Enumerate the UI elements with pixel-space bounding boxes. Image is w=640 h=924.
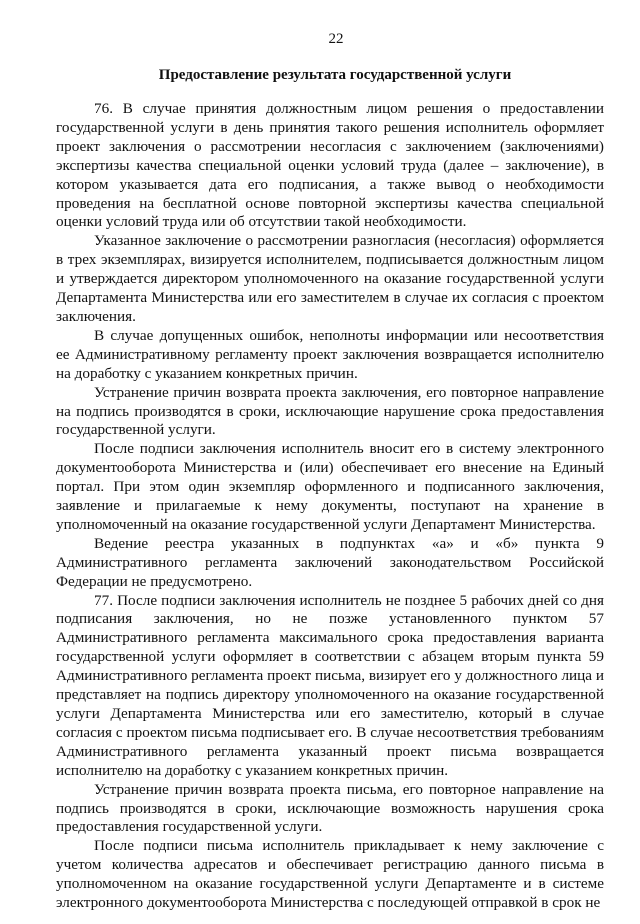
document-body (56, 100, 604, 913)
document-page (56, 30, 604, 913)
paragraph: Ведение реестра указанных в подпунктах «а» и «б» пункта 9 Административного регламента заключений законодательством Российской Федерации не предусмотрено. (56, 534, 604, 590)
page-number: 22 (328, 31, 344, 47)
paragraph: В случае допущенных ошибок, неполноты информации или несоответствия ее Административному регламенту проект заключения возвращается исполнителю на доработку с указанием конкретных причин. (56, 326, 604, 382)
paragraph: Устранение причин возврата проекта письма, его повторное направление на подпись производятся в сроки, исключающие возможность нарушения срока предоставления государственной услуги. (56, 780, 604, 836)
paragraph: Устранение причин возврата проекта заключения, его повторное направление на подпись производятся в сроки, исключающие нарушение срока предоставления государственной услуги. (56, 383, 604, 439)
paragraph: После подписи письма исполнитель прикладывает к нему заключение с учетом количества адресатов и обеспечивает регистрацию данного письма в уполномоченном на оказание государственной услуги Департаменте и в системе электронного документооборота Министерства с последующей отправкой в срок не (56, 837, 604, 912)
paragraph: После подписи заключения исполнитель вносит его в систему электронного документооборота Министерства и (или) обеспечивает его внесение на Единый портал. При этом один экземпляр оформленного и подписанного заключения, заявление и прилагаемые к нему документы, поступают на хранение в уполномоченный на оказание государственной услуги Департамент Министерства. (56, 440, 604, 533)
paragraph: Указанное заключение о рассмотрении разногласия (несогласия) оформляется в трех экземплярах, визируется исполнителем, подписывается должностным лицом и утверждается директором уполномоченного на оказание государственной услуги Департамента Министерства или его заместителем в случае их согласия с проектом заключения. (56, 232, 604, 325)
paragraph-77: 77. После подписи заключения исполнитель не позднее 5 рабочих дней со дня подписания заключения, но не позже установленного пунктом 57 Административного регламента максимального срока предоставления варианта государственной услуги оформляет в соответствии с абзацем вторым пункта 59 Административного регламента проект письма, визирует его у должностного лица и представляет на подпись директору уполномоченного на оказание государственной услуги Департамента Министерства или его заместителю, который в случае согласия с проектом письма подписывает его. В случае несоответствия требованиям Административного регламента указанный проект письма возвращается исполнителю на доработку с указанием конкретных причин. (56, 591, 604, 779)
section-title: Предоставление результата государственной услуги (158, 67, 512, 83)
paragraph-76: 76. В случае принятия должностным лицом решения о предоставлении государственной услуги в день принятия такого решения исполнитель оформляет проект заключения о рассмотрении несогласия с заключением (заключениями) экспертизы качества специальной оценки условий труда (далее – заключение), в котором указывается дата его подписания, а также вывод о необходимости проведения на бесплатной основе повторной экспертизы качества специальной оценки условий труда или об отсутствии такой необходимости. (56, 100, 604, 231)
